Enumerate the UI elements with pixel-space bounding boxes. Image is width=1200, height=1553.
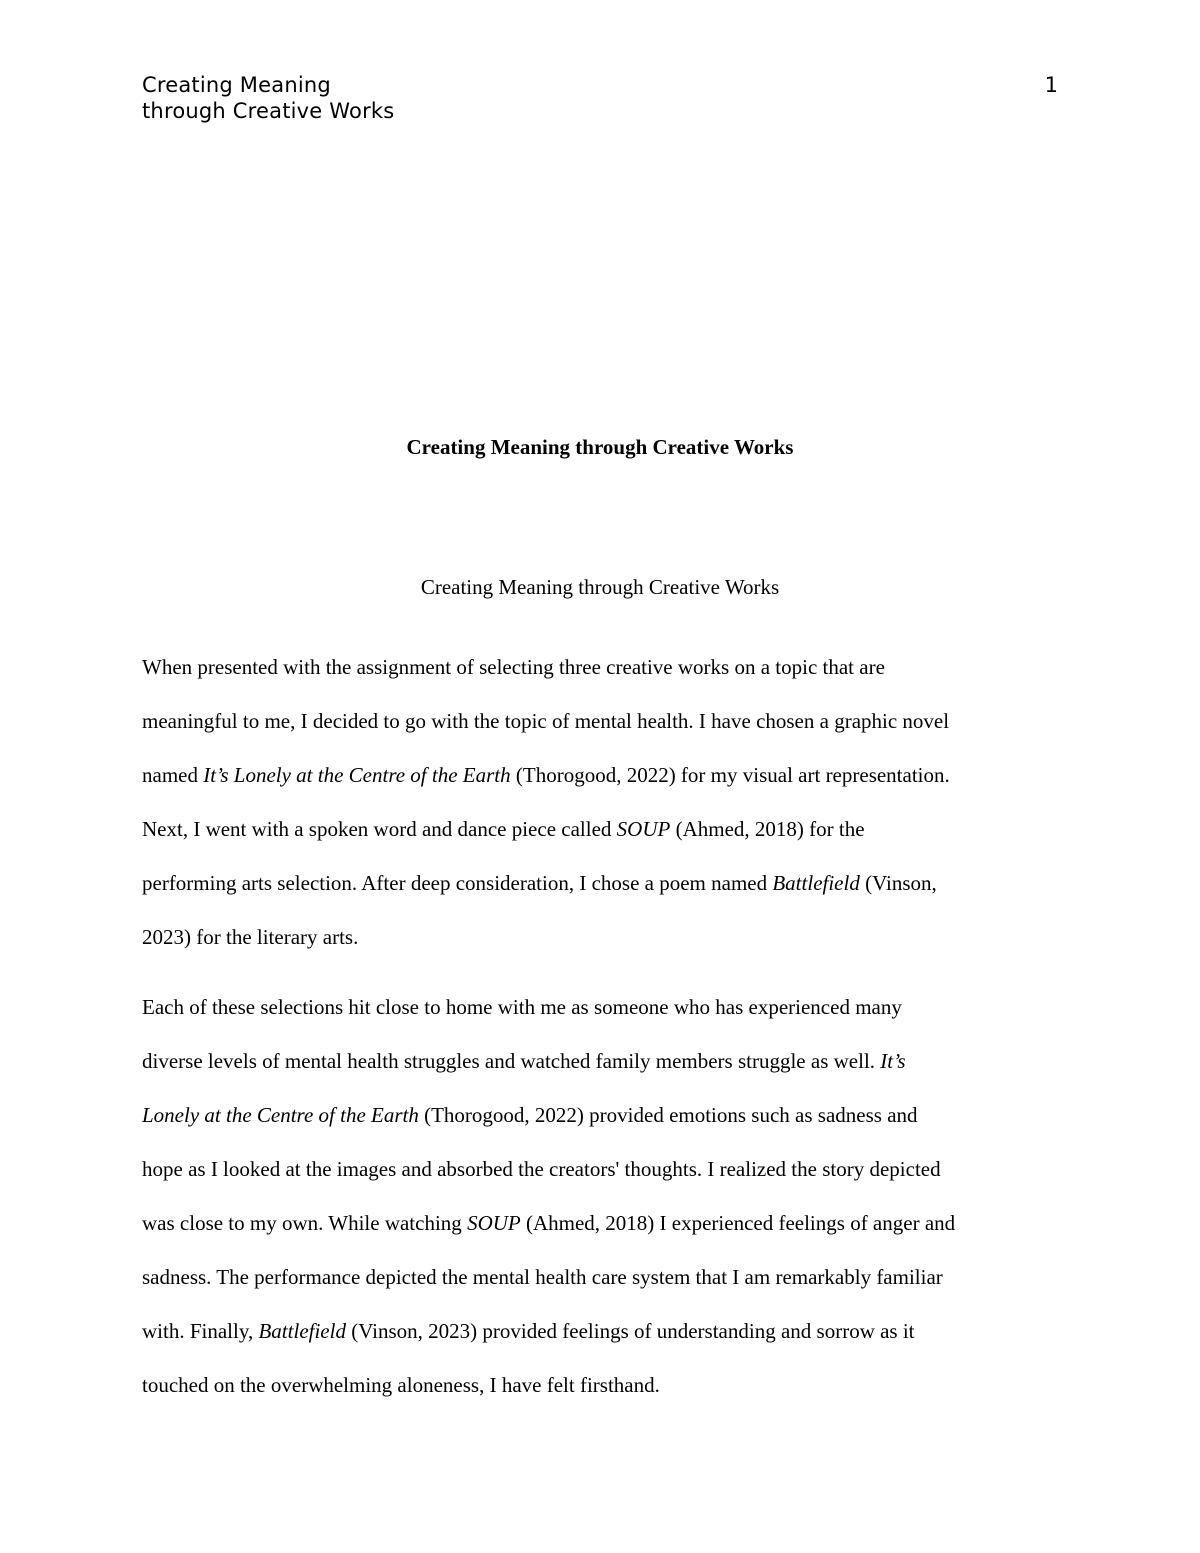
text-line <box>142 1034 1058 1088</box>
text-run: (Thorogood, 2022) for my visual art representation. <box>510 763 950 787</box>
text-line <box>142 856 1058 910</box>
text-run: (Ahmed, 2018) for the <box>670 817 865 841</box>
italic-title: Lonely at the Centre of the Earth <box>142 1103 419 1127</box>
text-run: (Thorogood, 2022) provided emotions such as sadness and <box>418 1103 918 1127</box>
text-run: (Vinson, 2023) provided feelings of understanding and sorrow as it <box>345 1319 915 1343</box>
italic-title: SOUP <box>616 817 671 841</box>
text-run: Each of these selections hit close to home with me as someone who has experienced many <box>142 995 902 1019</box>
text-run: (Ahmed, 2018) I experienced feelings of anger and <box>520 1211 956 1235</box>
text-line <box>142 1250 1058 1304</box>
running-head <box>142 72 462 124</box>
text-line <box>142 802 1058 856</box>
italic-title: Battlefield <box>772 871 860 895</box>
text-line <box>142 1088 1058 1142</box>
page-number: 1 <box>1044 73 1058 97</box>
text-line <box>142 1304 1058 1358</box>
paragraph <box>142 980 1058 1412</box>
text-line <box>142 980 1058 1034</box>
text-line <box>142 640 1058 694</box>
italic-title: It’s <box>880 1049 906 1073</box>
text-line <box>142 1142 1058 1196</box>
paper-title: Creating Meaning through Creative Works <box>406 435 794 459</box>
text-run: diverse levels of mental health struggles and watched family members struggle as well. <box>142 1049 881 1073</box>
text-run: named <box>142 763 204 787</box>
section-heading: Creating Meaning through Creative Works <box>420 575 780 599</box>
italic-title: It’s Lonely at the Centre of the Earth <box>203 763 511 787</box>
text-run: performing arts selection. After deep consideration, I chose a poem named <box>142 871 773 895</box>
text-run: hope as I looked at the images and absorbed the creators' thoughts. I realized the story depicted <box>142 1157 941 1181</box>
text-run: (Vinson, <box>859 871 937 895</box>
text-line <box>142 1196 1058 1250</box>
text-run: Next, I went with a spoken word and dance piece called <box>142 817 617 841</box>
text-line <box>142 748 1058 802</box>
body-text <box>142 640 1058 1428</box>
text-run: 2023) for the literary arts. <box>142 925 359 949</box>
text-line <box>142 694 1058 748</box>
text-run: was close to my own. While watching <box>142 1211 468 1235</box>
text-run: sadness. The performance depicted the mental health care system that I am remarkably familiar <box>142 1265 943 1289</box>
text-run: meaningful to me, I decided to go with the topic of mental health. I have chosen a graphic novel <box>142 709 950 733</box>
text-line <box>142 910 1058 964</box>
text-run: touched on the overwhelming aloneness, I have felt firsthand. <box>142 1373 660 1397</box>
text-line <box>142 1358 1058 1412</box>
paragraph <box>142 640 1058 964</box>
italic-title: SOUP <box>467 1211 521 1235</box>
running-head-line-2: through Creative Works <box>142 99 395 123</box>
text-run: When presented with the assignment of selecting three creative works on a topic that are <box>142 655 885 679</box>
italic-title: Battlefield <box>258 1319 346 1343</box>
text-run: with. Finally, <box>142 1319 259 1343</box>
running-head-line-1: Creating Meaning <box>142 73 331 97</box>
